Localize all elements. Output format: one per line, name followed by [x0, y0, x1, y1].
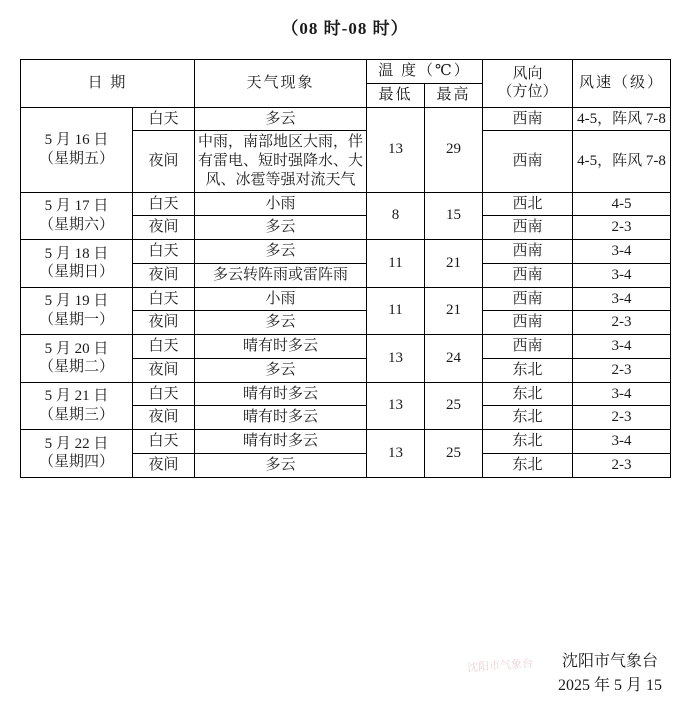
temp-high-cell: 25	[425, 430, 483, 478]
date-text: 5 月 16 日	[44, 131, 109, 148]
footer-date: 2025 年 5 月 15	[557, 677, 662, 694]
wind-direction-cell: 西南	[483, 131, 573, 192]
wind-direction-cell: 西南	[483, 311, 573, 335]
weekday-text: （星期四）	[38, 454, 114, 471]
table-row	[21, 382, 671, 406]
temp-high-cell: 15	[425, 192, 483, 240]
temp-low-cell: 8	[367, 192, 425, 240]
header-phenomenon: 天气现象	[195, 60, 367, 108]
wind-direction-cell: 西南	[483, 240, 573, 264]
period-cell: 夜间	[133, 131, 195, 192]
header-date: 日 期	[21, 60, 195, 108]
phenomenon-cell: 中雨，南部地区大雨，伴有雷电、短时强降水、大风、冰雹等强对流天气	[195, 131, 367, 192]
footer-signature	[558, 650, 662, 698]
period-cell: 夜间	[133, 358, 195, 382]
wind-direction-cell: 西南	[483, 335, 573, 359]
period-cell: 白天	[133, 107, 195, 131]
period-cell: 白天	[133, 287, 195, 311]
temp-low-cell: 13	[367, 382, 425, 430]
date-text: 5 月 17 日	[44, 198, 109, 214]
table-row	[21, 107, 671, 131]
wind-speed-cell: 2-3	[573, 358, 671, 382]
wind-direction-cell: 西南	[483, 263, 573, 287]
period-cell: 夜间	[133, 311, 195, 335]
header-row-1	[21, 60, 671, 84]
header-wind-direction-line1: 风向	[512, 65, 543, 82]
period-cell: 白天	[133, 335, 195, 359]
temp-low-cell: 13	[367, 335, 425, 383]
date-cell	[21, 287, 133, 335]
wind-speed-cell: 3-4	[573, 240, 671, 264]
period-cell: 白天	[133, 430, 195, 454]
phenomenon-cell: 小雨	[195, 192, 367, 216]
wind-speed-cell: 4-5，阵风 7-8	[573, 107, 671, 131]
page-title: （08 时-08 时）	[281, 19, 409, 38]
date-cell	[21, 335, 133, 383]
temp-low-cell: 13	[367, 430, 425, 478]
header-temp-high: 最高	[425, 83, 483, 107]
wind-direction-cell: 东北	[483, 453, 573, 477]
phenomenon-cell: 多云	[195, 216, 367, 240]
wind-speed-cell: 2-3	[573, 406, 671, 430]
period-cell: 夜间	[133, 453, 195, 477]
official-seal: 沈阳市气象台	[466, 657, 534, 675]
weather-forecast-table	[20, 59, 671, 478]
header-wind-direction-line2: （方位）	[497, 84, 558, 101]
temp-high-cell: 21	[425, 240, 483, 288]
wind-speed-cell: 2-3	[573, 453, 671, 477]
date-text: 5 月 18 日	[44, 245, 109, 262]
temp-high-cell: 21	[425, 287, 483, 335]
date-text: 5 月 20 日	[44, 340, 109, 357]
header-temperature: 温 度（℃）	[367, 60, 483, 84]
wind-direction-cell: 东北	[483, 358, 573, 382]
period-cell: 白天	[133, 192, 195, 216]
phenomenon-cell: 晴有时多云	[195, 406, 367, 430]
temp-high-cell: 24	[425, 335, 483, 383]
phenomenon-cell: 晴有时多云	[195, 430, 367, 454]
date-cell	[21, 192, 133, 240]
phenomenon-cell: 多云	[195, 240, 367, 264]
period-cell: 夜间	[133, 216, 195, 240]
temp-high-cell: 29	[425, 107, 483, 192]
wind-speed-cell: 4-5，阵风 7-8	[573, 131, 671, 192]
temp-low-cell: 13	[367, 107, 425, 192]
temp-low-cell: 11	[367, 240, 425, 288]
wind-speed-cell: 2-3	[573, 311, 671, 335]
weekday-text: （星期六）	[38, 216, 114, 233]
phenomenon-cell: 晴有时多云	[195, 335, 367, 359]
date-cell	[21, 430, 133, 478]
weekday-text: （星期三）	[38, 406, 114, 423]
weekday-text: （星期一）	[38, 311, 114, 328]
wind-direction-cell: 东北	[483, 406, 573, 430]
date-text: 5 月 21 日	[44, 388, 109, 404]
temp-high-cell: 25	[425, 382, 483, 430]
header-wind-speed: 风速（级）	[573, 60, 671, 108]
date-text: 5 月 22 日	[44, 435, 109, 452]
phenomenon-cell: 多云	[195, 311, 367, 335]
wind-speed-cell: 3-4	[573, 335, 671, 359]
phenomenon-cell: 多云	[195, 358, 367, 382]
table-row	[21, 287, 671, 311]
phenomenon-cell: 多云	[195, 453, 367, 477]
date-cell	[21, 107, 133, 192]
date-text: 5 月 19 日	[44, 293, 109, 309]
table-row	[21, 192, 671, 216]
wind-direction-cell: 西南	[483, 107, 573, 131]
wind-speed-cell: 3-4	[573, 287, 671, 311]
table-body	[21, 107, 671, 477]
temp-low-cell: 11	[367, 287, 425, 335]
wind-speed-cell: 3-4	[573, 263, 671, 287]
weekday-text: （星期日）	[38, 264, 114, 281]
period-cell: 夜间	[133, 263, 195, 287]
footer-issuer: 沈阳市气象台	[561, 653, 658, 670]
phenomenon-cell: 多云转阵雨或雷阵雨	[195, 263, 367, 287]
wind-direction-cell: 西南	[483, 216, 573, 240]
wind-direction-cell: 西北	[483, 192, 573, 216]
wind-direction-cell: 西南	[483, 287, 573, 311]
table-row	[21, 335, 671, 359]
wind-speed-cell: 4-5	[573, 192, 671, 216]
forecast-table-container	[20, 59, 670, 478]
table-row	[21, 430, 671, 454]
phenomenon-cell: 多云	[195, 107, 367, 131]
weekday-text: （星期五）	[38, 150, 114, 167]
period-cell: 白天	[133, 240, 195, 264]
date-cell	[21, 382, 133, 430]
period-cell: 白天	[133, 382, 195, 406]
table-header	[21, 60, 671, 108]
header-temp-low: 最低	[367, 83, 425, 107]
wind-speed-cell: 3-4	[573, 430, 671, 454]
period-cell: 夜间	[133, 406, 195, 430]
date-cell	[21, 240, 133, 288]
weekday-text: （星期二）	[38, 359, 114, 376]
wind-direction-cell: 东北	[483, 382, 573, 406]
phenomenon-cell: 小雨	[195, 287, 367, 311]
phenomenon-cell: 晴有时多云	[195, 382, 367, 406]
wind-speed-cell: 3-4	[573, 382, 671, 406]
header-wind-direction	[483, 60, 573, 108]
wind-direction-cell: 东北	[483, 430, 573, 454]
table-row	[21, 240, 671, 264]
wind-speed-cell: 2-3	[573, 216, 671, 240]
